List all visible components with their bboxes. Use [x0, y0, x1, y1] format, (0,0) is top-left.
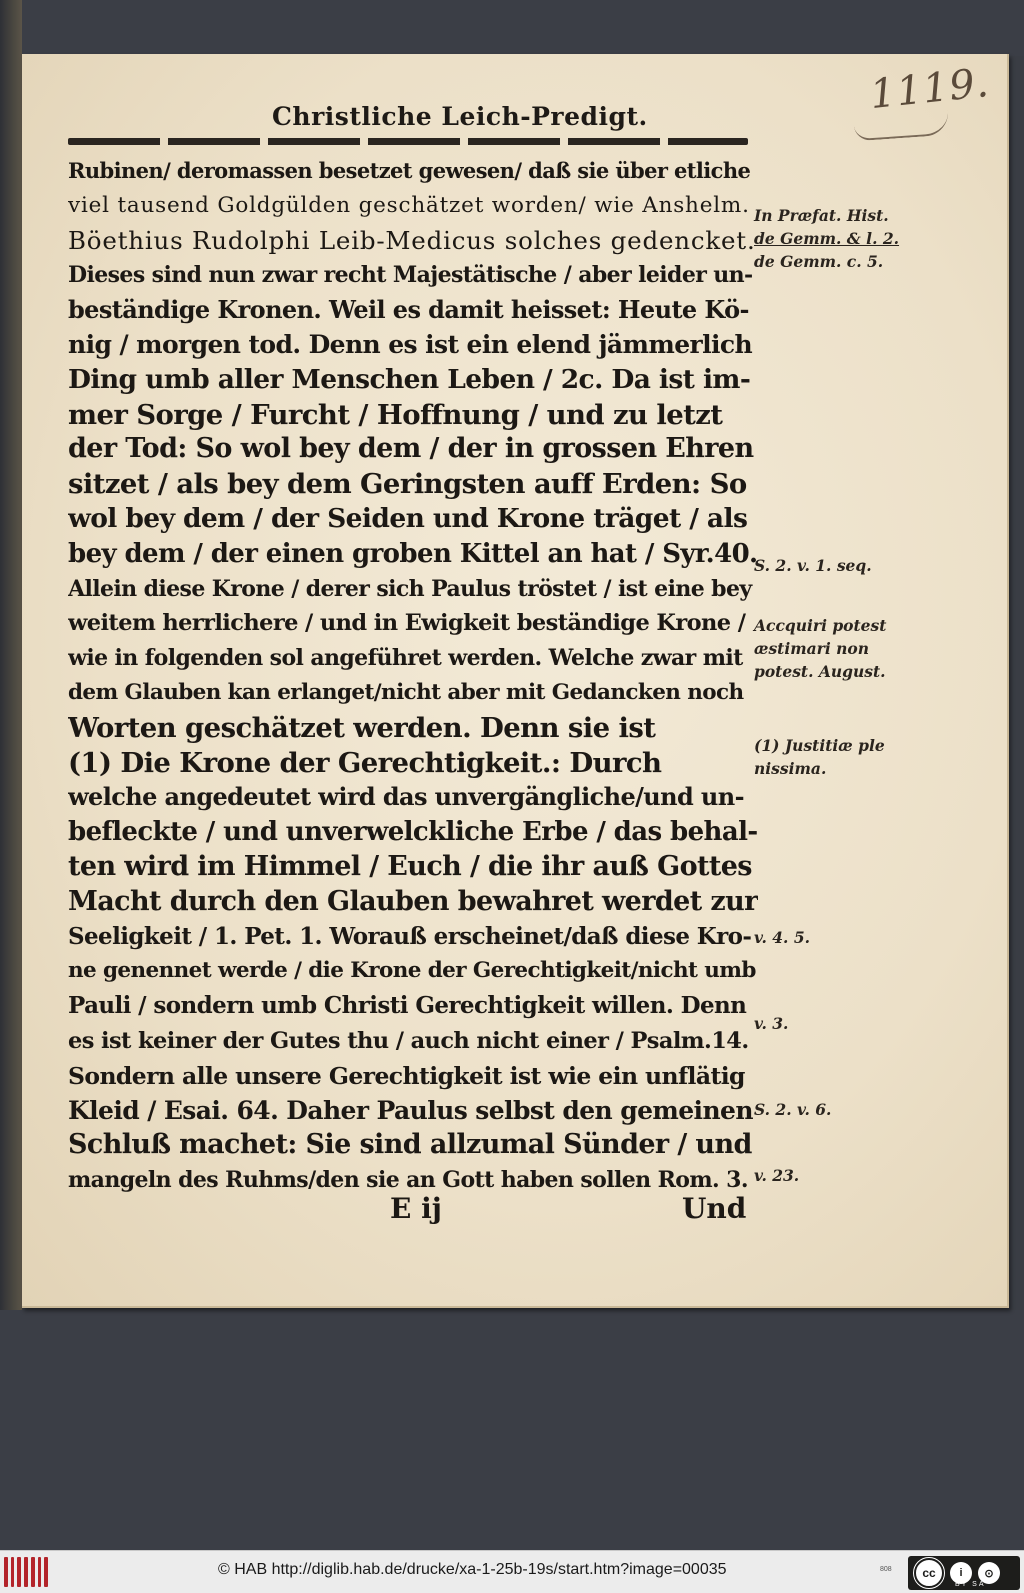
- footer-bar: [0, 1550, 1024, 1593]
- margin-note-line: nissima.: [754, 759, 827, 778]
- text-line: Dieses sind nun zwar recht Majestätische / aber leider un-: [68, 262, 753, 289]
- text-line: ne genennet werde / die Krone der Gerechtigkeit/nicht umb: [68, 958, 756, 984]
- text-line: Pauli / sondern umb Christi Gerechtigkeit willen. Denn: [68, 992, 747, 1020]
- text-line: Sondern alle unsere Gerechtigkeit ist wie ein unflätig: [68, 1061, 745, 1090]
- margin-note-line: v. 3.: [754, 1014, 789, 1033]
- book-spine-edge: [0, 0, 22, 1310]
- text-line: dem Glauben kan erlanget/nicht aber mit Gedancken noch: [68, 679, 744, 705]
- scanner-background-top: [0, 0, 1024, 56]
- text-line: mangeln des Ruhms/den sie an Gott haben sollen Rom. 3.: [68, 1167, 748, 1194]
- text-line: wie in folgenden sol angeführet werden. Welche zwar mit: [68, 645, 743, 672]
- footer-small-label: 808: [880, 1566, 892, 1573]
- text-line: wol bey dem / der Seiden und Krone träget / als: [68, 502, 748, 534]
- license-labels: BY SA: [955, 1581, 986, 1588]
- text-line: Macht durch den Glauben bewahret werdet zur: [68, 885, 758, 917]
- running-head: Christliche Leich-Predigt.: [272, 102, 648, 131]
- margin-note: [754, 926, 914, 949]
- text-line: Seeligkeit / 1. Pet. 1. Worauß erscheinet/daß diese Kro-: [68, 922, 752, 950]
- margin-note: [754, 1098, 914, 1121]
- margin-note-line: de Gemm. c. 5.: [754, 252, 884, 271]
- head-rule: [68, 138, 748, 145]
- catchword: Und: [682, 1192, 747, 1225]
- margin-note-line: (1) Justitiæ ple: [754, 736, 885, 755]
- margin-note: [754, 1012, 914, 1035]
- text-line: nig / morgen tod. Denn es ist ein elend jämmerlich: [68, 329, 753, 359]
- margin-note: [754, 734, 914, 780]
- book-page: [22, 54, 1009, 1308]
- text-line: mer Sorge / Furcht / Hoffnung / und zu letzt: [68, 398, 723, 431]
- body-text: [68, 154, 758, 1198]
- margin-note: [754, 614, 914, 683]
- cc-icon: cc: [914, 1558, 944, 1588]
- margin-note-line: æstimari non: [754, 639, 869, 658]
- text-line: weitem herrlichere / und in Ewigkeit beständige Krone /: [68, 610, 746, 637]
- text-line: Worten geschätzet werden. Denn sie ist: [68, 711, 656, 744]
- margin-note-line: v. 23.: [754, 1166, 800, 1185]
- text-line: Ding umb aller Menschen Leben / 2c. Da ist im-: [68, 363, 751, 395]
- text-line: Böethius Rudolphi Leib-Medicus solches gedencket.: [68, 225, 756, 255]
- text-line: viel tausend Goldgülden geschätzet worden/ wie Anshelm.: [68, 192, 750, 218]
- folio-number: 1119.: [867, 59, 992, 119]
- text-line: Kleid / Esai. 64. Daher Paulus selbst den gemeinen: [68, 1095, 753, 1125]
- hab-logo-icon: [4, 1557, 48, 1587]
- text-line: Rubinen/ deromassen besetzet gewesen/ daß sie über etliche: [68, 158, 751, 183]
- text-line: Allein diese Krone / derer sich Paulus tröstet / ist eine bey: [68, 575, 752, 602]
- text-line: der Tod: So wol bey dem / der in grossen Ehren: [68, 433, 754, 465]
- text-line: (1) Die Krone der Gerechtigkeit.: Durch: [68, 746, 662, 779]
- folio-flourish: [853, 111, 949, 142]
- text-line: beständige Kronen. Weil es damit heisset: Heute Kö-: [68, 295, 749, 325]
- margin-note: [754, 204, 914, 273]
- margin-note-line: potest. August.: [754, 662, 886, 681]
- margin-note-line: de Gemm. & l. 2.: [754, 229, 900, 248]
- margin-note-line: v. 4. 5.: [754, 928, 810, 947]
- margin-note-line: S. 2. v. 1. seq.: [754, 556, 872, 575]
- margin-note-line: Accquiri potest: [754, 616, 887, 635]
- text-line: Schluß machet: Sie sind allzumal Sünder / und: [68, 1129, 752, 1161]
- text-line: sitzet / als bey dem Geringsten auff Erden: So: [68, 468, 747, 501]
- text-line: befleckte / und unverwelckliche Erbe / das behal-: [68, 817, 758, 848]
- margin-note-line: In Præfat. Hist.: [754, 206, 889, 225]
- margin-note-line: S. 2. v. 6.: [754, 1100, 832, 1119]
- copyright-link[interactable]: © HAB http://diglib.hab.de/drucke/xa-1-25b-19s/start.htm?image=00035: [218, 1561, 727, 1578]
- text-line: bey dem / der einen groben Kittel an hat / Syr.40.: [68, 538, 758, 569]
- text-line: welche angedeutet wird das unvergängliche/und un-: [68, 782, 744, 812]
- margin-note: [754, 554, 914, 577]
- signature-mark: E ij: [390, 1192, 442, 1225]
- text-line: es ist keiner der Gutes thu / auch nicht einer / Psalm.14.: [68, 1027, 749, 1054]
- text-line: ten wird im Himmel / Euch / die ihr auß Gottes: [68, 850, 752, 882]
- margin-note: [754, 1164, 914, 1187]
- sa-icon: ⊙: [978, 1562, 1000, 1584]
- by-icon: i: [950, 1562, 972, 1584]
- scanner-background-bottom: [0, 1310, 1024, 1550]
